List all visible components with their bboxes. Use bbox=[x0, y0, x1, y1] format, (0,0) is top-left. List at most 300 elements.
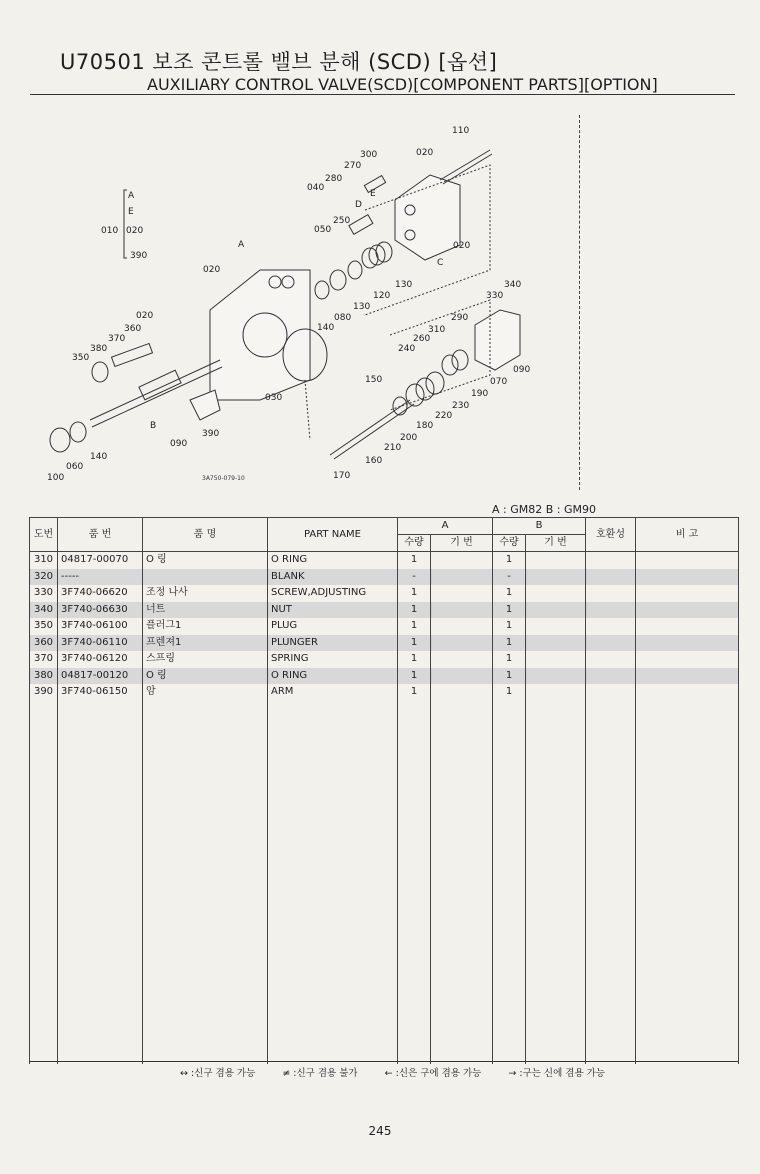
cell-ca bbox=[431, 1031, 493, 1048]
cell-cb bbox=[526, 932, 586, 949]
svg-text:190: 190 bbox=[471, 389, 489, 399]
cell-kr: 스프링 bbox=[143, 651, 268, 668]
cell-qb bbox=[493, 800, 526, 817]
svg-text:030: 030 bbox=[265, 393, 283, 403]
table-row bbox=[30, 965, 739, 982]
cell-en bbox=[268, 882, 398, 899]
cell-kr bbox=[143, 1031, 268, 1048]
legend-not-compatible: ≠ :신구 겸용 불가 bbox=[282, 1068, 358, 1079]
svg-text:170: 170 bbox=[333, 471, 351, 481]
cell-qa: 1 bbox=[398, 585, 431, 602]
cell-cb bbox=[526, 800, 586, 817]
cell-qb: 1 bbox=[493, 602, 526, 619]
col-a-code: 기 번 bbox=[431, 535, 493, 552]
cell-part: 3F740-06100 bbox=[58, 618, 143, 635]
cell-kr bbox=[143, 767, 268, 784]
svg-text:020: 020 bbox=[416, 148, 434, 158]
cell-rem bbox=[636, 585, 739, 602]
svg-text:020: 020 bbox=[126, 226, 144, 236]
cell-cb bbox=[526, 767, 586, 784]
cell-qb bbox=[493, 816, 526, 833]
svg-text:280: 280 bbox=[325, 174, 343, 184]
cell-part: 3F740-06630 bbox=[58, 602, 143, 619]
svg-text:120: 120 bbox=[373, 291, 391, 301]
cell-kr bbox=[143, 800, 268, 817]
cell-kr bbox=[143, 981, 268, 998]
cell-en bbox=[268, 981, 398, 998]
cell-cb bbox=[526, 1014, 586, 1031]
cell-no bbox=[30, 965, 58, 982]
cell-cb bbox=[526, 602, 586, 619]
cell-rem bbox=[636, 882, 739, 899]
cell-compat bbox=[586, 569, 636, 586]
cell-rem bbox=[636, 849, 739, 866]
cell-no bbox=[30, 767, 58, 784]
drawing-code: 3A750-079-10 bbox=[202, 475, 245, 482]
cell-no bbox=[30, 849, 58, 866]
cell-no bbox=[30, 998, 58, 1015]
cell-kr bbox=[143, 734, 268, 751]
cell-qa bbox=[398, 1014, 431, 1031]
cell-qb bbox=[493, 734, 526, 751]
col-part-name: PART NAME bbox=[268, 518, 398, 552]
cell-ca bbox=[431, 668, 493, 685]
cell-rem bbox=[636, 800, 739, 817]
cell-compat bbox=[586, 783, 636, 800]
cell-no bbox=[30, 948, 58, 965]
cell-qb: 1 bbox=[493, 585, 526, 602]
cell-qa bbox=[398, 750, 431, 767]
table-row bbox=[30, 701, 739, 718]
svg-text:010: 010 bbox=[101, 226, 119, 236]
col-group-a: A bbox=[398, 518, 493, 535]
table-row bbox=[30, 866, 739, 883]
table-row bbox=[30, 833, 739, 850]
cell-qa bbox=[398, 998, 431, 1015]
cell-no: 360 bbox=[30, 635, 58, 652]
table-row bbox=[30, 585, 739, 602]
cell-ca bbox=[431, 981, 493, 998]
cell-qb bbox=[493, 717, 526, 734]
cell-en: SCREW,ADJUSTING bbox=[268, 585, 398, 602]
cell-qb: 1 bbox=[493, 684, 526, 701]
cell-ca bbox=[431, 701, 493, 718]
cell-qa bbox=[398, 882, 431, 899]
cell-part: 3F740-06120 bbox=[58, 651, 143, 668]
table-row bbox=[30, 651, 739, 668]
svg-text:060: 060 bbox=[66, 462, 84, 472]
cell-rem bbox=[636, 602, 739, 619]
cell-compat bbox=[586, 750, 636, 767]
cell-en bbox=[268, 965, 398, 982]
cell-ca bbox=[431, 602, 493, 619]
cell-compat bbox=[586, 866, 636, 883]
cell-part bbox=[58, 717, 143, 734]
cell-kr bbox=[143, 965, 268, 982]
cell-qa bbox=[398, 932, 431, 949]
col-no: 도번 bbox=[30, 518, 58, 552]
cell-qa bbox=[398, 866, 431, 883]
cell-part: 04817-00070 bbox=[58, 552, 143, 569]
cell-cb bbox=[526, 717, 586, 734]
svg-text:100: 100 bbox=[47, 473, 65, 483]
cell-qa bbox=[398, 767, 431, 784]
table-row bbox=[30, 816, 739, 833]
cell-rem bbox=[636, 569, 739, 586]
svg-text:230: 230 bbox=[452, 401, 470, 411]
cell-rem bbox=[636, 717, 739, 734]
cell-compat bbox=[586, 833, 636, 850]
cell-kr: O 링 bbox=[143, 552, 268, 569]
svg-text:340: 340 bbox=[504, 280, 522, 290]
cell-en bbox=[268, 1031, 398, 1048]
cell-part bbox=[58, 767, 143, 784]
cell-ca bbox=[431, 849, 493, 866]
cell-ca bbox=[431, 899, 493, 916]
cell-cb bbox=[526, 684, 586, 701]
cell-cb bbox=[526, 981, 586, 998]
col-compat: 호환성 bbox=[586, 518, 636, 552]
cell-qb bbox=[493, 701, 526, 718]
table-row bbox=[30, 569, 739, 586]
svg-text:040: 040 bbox=[307, 183, 325, 193]
cell-kr bbox=[143, 750, 268, 767]
table-row bbox=[30, 552, 739, 569]
col-group-b: B bbox=[493, 518, 586, 535]
cell-qa bbox=[398, 701, 431, 718]
svg-text:020: 020 bbox=[453, 241, 471, 251]
cell-no bbox=[30, 882, 58, 899]
cell-qa bbox=[398, 899, 431, 916]
svg-text:090: 090 bbox=[170, 439, 188, 449]
cell-compat bbox=[586, 899, 636, 916]
cell-rem bbox=[636, 552, 739, 569]
cell-qa bbox=[398, 915, 431, 932]
cell-en bbox=[268, 998, 398, 1015]
svg-text:270: 270 bbox=[344, 161, 362, 171]
cell-part bbox=[58, 965, 143, 982]
cell-qb bbox=[493, 948, 526, 965]
cell-cb bbox=[526, 635, 586, 652]
cell-part bbox=[58, 866, 143, 883]
cell-part bbox=[58, 981, 143, 998]
table-row bbox=[30, 783, 739, 800]
cell-compat bbox=[586, 1031, 636, 1048]
cell-en bbox=[268, 783, 398, 800]
svg-text:050: 050 bbox=[314, 225, 332, 235]
svg-text:140: 140 bbox=[90, 452, 108, 462]
svg-text:080: 080 bbox=[334, 313, 352, 323]
cell-rem bbox=[636, 1031, 739, 1048]
svg-text:150: 150 bbox=[365, 375, 383, 385]
cell-en bbox=[268, 899, 398, 916]
cell-en bbox=[268, 932, 398, 949]
cell-compat bbox=[586, 882, 636, 899]
cell-no bbox=[30, 1014, 58, 1031]
cell-qb bbox=[493, 767, 526, 784]
cell-kr bbox=[143, 948, 268, 965]
cell-kr bbox=[143, 932, 268, 949]
cell-rem bbox=[636, 981, 739, 998]
cell-part bbox=[58, 899, 143, 916]
cell-no: 330 bbox=[30, 585, 58, 602]
cell-rem bbox=[636, 783, 739, 800]
table-row bbox=[30, 882, 739, 899]
svg-text:110: 110 bbox=[452, 126, 470, 136]
cell-cb bbox=[526, 866, 586, 883]
cell-rem bbox=[636, 948, 739, 965]
svg-text:290: 290 bbox=[451, 313, 469, 323]
cell-ca bbox=[431, 1014, 493, 1031]
cell-cb bbox=[526, 783, 586, 800]
svg-text:370: 370 bbox=[108, 334, 126, 344]
cell-rem bbox=[636, 932, 739, 949]
cell-kr bbox=[143, 882, 268, 899]
cell-part bbox=[58, 849, 143, 866]
cell-kr: O 링 bbox=[143, 668, 268, 685]
cell-qb: 1 bbox=[493, 651, 526, 668]
cell-rem bbox=[636, 684, 739, 701]
cell-en: BLANK bbox=[268, 569, 398, 586]
cell-ca bbox=[431, 734, 493, 751]
parts-table-body bbox=[30, 552, 739, 1064]
svg-text:E: E bbox=[370, 189, 376, 199]
cell-en bbox=[268, 915, 398, 932]
cell-part: ----- bbox=[58, 569, 143, 586]
cell-no: 380 bbox=[30, 668, 58, 685]
cell-en: PLUG bbox=[268, 618, 398, 635]
cell-part bbox=[58, 1014, 143, 1031]
table-row bbox=[30, 618, 739, 635]
cell-qa bbox=[398, 965, 431, 982]
table-row bbox=[30, 602, 739, 619]
cell-en bbox=[268, 767, 398, 784]
cell-qa: 1 bbox=[398, 618, 431, 635]
cell-ca bbox=[431, 684, 493, 701]
cell-part: 3F740-06150 bbox=[58, 684, 143, 701]
table-row bbox=[30, 635, 739, 652]
svg-text:130: 130 bbox=[353, 302, 371, 312]
cell-en bbox=[268, 1014, 398, 1031]
cell-qb bbox=[493, 866, 526, 883]
cell-part bbox=[58, 833, 143, 850]
cell-en bbox=[268, 833, 398, 850]
svg-text:240: 240 bbox=[398, 344, 416, 354]
cell-part bbox=[58, 816, 143, 833]
cell-qa bbox=[398, 833, 431, 850]
legend-new-to-old: ← :신은 구에 겸용 가능 bbox=[384, 1068, 482, 1079]
col-a-qty: 수량 bbox=[398, 535, 431, 552]
cell-part bbox=[58, 701, 143, 718]
table-row bbox=[30, 899, 739, 916]
cell-rem bbox=[636, 998, 739, 1015]
table-row bbox=[30, 668, 739, 685]
cell-no bbox=[30, 981, 58, 998]
svg-text:390: 390 bbox=[130, 251, 148, 261]
cell-ca bbox=[431, 915, 493, 932]
cell-rem bbox=[636, 833, 739, 850]
cell-rem bbox=[636, 701, 739, 718]
cell-qb bbox=[493, 1014, 526, 1031]
cell-en bbox=[268, 800, 398, 817]
table-bottom-rule bbox=[29, 1061, 738, 1062]
svg-text:140: 140 bbox=[317, 323, 335, 333]
cell-cb bbox=[526, 998, 586, 1015]
svg-text:B: B bbox=[150, 421, 157, 431]
cell-en bbox=[268, 849, 398, 866]
cell-en: ARM bbox=[268, 684, 398, 701]
cell-cb bbox=[526, 668, 586, 685]
col-remarks: 비 고 bbox=[636, 518, 739, 552]
cell-en: O RING bbox=[268, 552, 398, 569]
cell-qb bbox=[493, 783, 526, 800]
exploded-parts-diagram bbox=[20, 110, 580, 490]
cell-ca bbox=[431, 882, 493, 899]
cell-ca bbox=[431, 783, 493, 800]
cell-qb bbox=[493, 932, 526, 949]
table-row bbox=[30, 734, 739, 751]
cell-compat bbox=[586, 1014, 636, 1031]
cell-ca bbox=[431, 800, 493, 817]
cell-part: 3F740-06620 bbox=[58, 585, 143, 602]
cell-kr bbox=[143, 915, 268, 932]
cell-en bbox=[268, 717, 398, 734]
cell-no: 390 bbox=[30, 684, 58, 701]
cell-part bbox=[58, 800, 143, 817]
cell-ca bbox=[431, 816, 493, 833]
svg-text:220: 220 bbox=[435, 411, 453, 421]
cell-compat bbox=[586, 552, 636, 569]
cell-part bbox=[58, 932, 143, 949]
table-row bbox=[30, 800, 739, 817]
cell-compat bbox=[586, 767, 636, 784]
cell-ca bbox=[431, 965, 493, 982]
parts-table bbox=[29, 517, 739, 1064]
cell-en: SPRING bbox=[268, 651, 398, 668]
cell-kr: 너트 bbox=[143, 602, 268, 619]
cell-rem bbox=[636, 750, 739, 767]
svg-text:260: 260 bbox=[413, 334, 431, 344]
cell-ca bbox=[431, 635, 493, 652]
cell-no: 370 bbox=[30, 651, 58, 668]
cell-qb bbox=[493, 998, 526, 1015]
cell-en bbox=[268, 866, 398, 883]
cell-cb bbox=[526, 965, 586, 982]
arm-390 bbox=[190, 390, 220, 420]
cell-en: O RING bbox=[268, 668, 398, 685]
cell-compat bbox=[586, 965, 636, 982]
model-legend: A : GM82 B : GM90 bbox=[492, 503, 596, 516]
side-cover bbox=[395, 175, 460, 260]
cell-qa: 1 bbox=[398, 635, 431, 652]
page-number: 245 bbox=[368, 1124, 392, 1138]
table-row bbox=[30, 1014, 739, 1031]
table-row bbox=[30, 767, 739, 784]
cell-kr bbox=[143, 701, 268, 718]
cell-ca bbox=[431, 833, 493, 850]
title-underline bbox=[30, 94, 735, 95]
table-row bbox=[30, 849, 739, 866]
cell-part bbox=[58, 998, 143, 1015]
cell-ca bbox=[431, 717, 493, 734]
cell-ca bbox=[431, 585, 493, 602]
cell-kr bbox=[143, 998, 268, 1015]
page-title-english: AUXILIARY CONTROL VALVE(SCD)[COMPONENT PARTS][OPTION] bbox=[147, 75, 658, 94]
table-row bbox=[30, 750, 739, 767]
cell-ca bbox=[431, 767, 493, 784]
svg-text:310: 310 bbox=[428, 325, 446, 335]
cell-rem bbox=[636, 816, 739, 833]
compatibility-legend bbox=[180, 1065, 629, 1079]
table-row bbox=[30, 717, 739, 734]
cell-compat bbox=[586, 635, 636, 652]
svg-text:390: 390 bbox=[202, 429, 220, 439]
cell-qa bbox=[398, 948, 431, 965]
cell-kr: 프렌져1 bbox=[143, 635, 268, 652]
cell-no bbox=[30, 866, 58, 883]
cell-cb bbox=[526, 899, 586, 916]
cell-kr bbox=[143, 1014, 268, 1031]
legend-both-ways: ↔ :신구 겸용 가능 bbox=[180, 1068, 256, 1079]
svg-text:380: 380 bbox=[90, 344, 108, 354]
table-row bbox=[30, 998, 739, 1015]
cell-ca bbox=[431, 998, 493, 1015]
cell-cb bbox=[526, 882, 586, 899]
col-b-code: 기 번 bbox=[526, 535, 586, 552]
cell-no bbox=[30, 800, 58, 817]
table-row bbox=[30, 915, 739, 932]
cell-kr bbox=[143, 833, 268, 850]
cell-en bbox=[268, 701, 398, 718]
cell-qb bbox=[493, 965, 526, 982]
svg-text:020: 020 bbox=[136, 311, 154, 321]
cell-compat bbox=[586, 915, 636, 932]
cell-kr bbox=[143, 717, 268, 734]
cell-en bbox=[268, 816, 398, 833]
cell-compat bbox=[586, 585, 636, 602]
cell-en: PLUNGER bbox=[268, 635, 398, 652]
end-cover-070 bbox=[475, 310, 520, 370]
cell-kr bbox=[143, 866, 268, 883]
cell-no: 310 bbox=[30, 552, 58, 569]
cell-en bbox=[268, 948, 398, 965]
cell-ca bbox=[431, 552, 493, 569]
cell-qb bbox=[493, 833, 526, 850]
svg-text:180: 180 bbox=[416, 421, 434, 431]
cell-rem bbox=[636, 767, 739, 784]
svg-text:160: 160 bbox=[365, 456, 383, 466]
table-row bbox=[30, 981, 739, 998]
cell-cb bbox=[526, 849, 586, 866]
cell-compat bbox=[586, 998, 636, 1015]
cell-cb bbox=[526, 750, 586, 767]
cell-qb: 1 bbox=[493, 668, 526, 685]
cell-qb: - bbox=[493, 569, 526, 586]
cell-part bbox=[58, 783, 143, 800]
svg-text:300: 300 bbox=[360, 150, 378, 160]
cell-en: NUT bbox=[268, 602, 398, 619]
cell-qa bbox=[398, 849, 431, 866]
cell-compat bbox=[586, 717, 636, 734]
cell-en bbox=[268, 734, 398, 751]
cell-no: 350 bbox=[30, 618, 58, 635]
cell-qa: - bbox=[398, 569, 431, 586]
cell-part: 04817-00120 bbox=[58, 668, 143, 685]
cell-no bbox=[30, 701, 58, 718]
cell-cb bbox=[526, 948, 586, 965]
cell-compat bbox=[586, 800, 636, 817]
cell-qb bbox=[493, 1031, 526, 1048]
